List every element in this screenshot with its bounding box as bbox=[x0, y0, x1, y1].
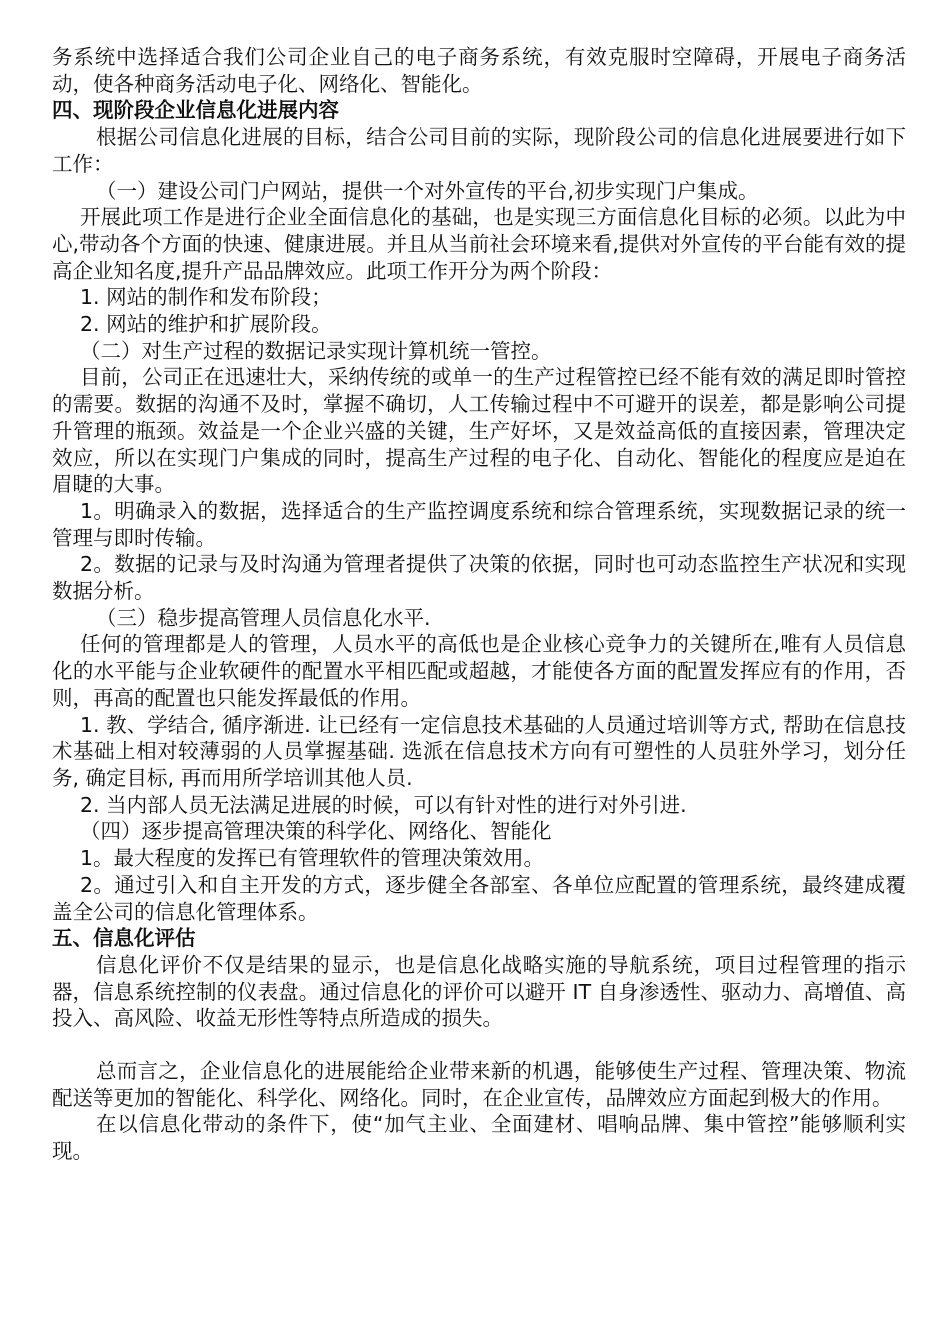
paragraph-intro: 根据公司信息化进展的目标，结合公司目前的实际，现阶段公司的信息化进展要进行如下工作： bbox=[52, 125, 906, 176]
paragraph-staff: 任何的管理都是人的管理，人员水平的高低也是企业核心竞争力的关键所在,唯有人员信息化的水平能与企业软硬件的配置水平相匹配或超越，才能使各方面的配置发挥应有的作用，否则，再高的配置也只能发挥最低的作用。 bbox=[52, 632, 906, 710]
paragraph-continuation: 务系统中选择适合我们公司企业自己的电子商务系统，有效克服时空障碍，开展电子商务活动，使各种商务活动电子化、网络化、智能化。 bbox=[52, 45, 906, 96]
paragraph-decision-1: 1。最大程度的发挥已有管理软件的管理决策效用。 bbox=[80, 846, 545, 871]
paragraph-evaluation: 信息化评价不仅是结果的显示，也是信息化战略实施的导航系统，项目过程管理的指示器，信息系统控制的仪表盘。通过信息化的评价可以避开 IT 自身渗透性、驱动力、高增值、高投入、高风险、收益无形性等特点所造成的损失。 bbox=[52, 952, 906, 1031]
paragraph-production: 目前，公司正在迅速壮大，采纳传统的或单一的生产过程管控已经不能有效的满足即时管控的需要。数据的沟通不及时，掌握不确切，人工传输过程中不可避开的误差，都是影响公司提升管理的瓶颈。效益是一个企业兴盛的关键，生产好坏，又是效益高低的直接因素，管理决定效应，所以在实现门户集成的同时，提高生产过程的电子化、自动化、智能化的程度应是迫在眉睫的大事。 bbox=[52, 365, 906, 497]
section-heading-4: 四、现阶段企业信息化进展内容 bbox=[52, 98, 339, 123]
paragraph-training: 1. 教、学结合, 循序渐进. 让已经有一定信息技术基础的人员通过培训等方式, 帮助在信息技术基础上相对较薄弱的人员掌握基础. 选派在信息技术方向有可塑性的人员驻外学习，划分任务, 确定目标, 再而用所学培训其他人员. bbox=[52, 712, 906, 790]
subheading-2: （二）对生产过程的数据记录实现计算机统一管控。 bbox=[80, 338, 552, 363]
subheading-1: （一）建设公司门户网站，提供一个对外宣传的平台,初步实现门户集成。 bbox=[96, 178, 759, 203]
subheading-4: （四）逐步提高管理决策的科学化、网络化、智能化 bbox=[80, 819, 552, 844]
paragraph-recruit: 2. 当内部人员无法满足进展的时候，可以有针对性的进行对外引进. bbox=[80, 792, 687, 817]
paragraph-summary: 总而言之，企业信息化的进展能给企业带来新的机遇，能够使生产过程、管理决策、物流配送等更加的智能化、科学化、网络化。同时，在企业宣传，品牌效应方面起到极大的作用。 bbox=[52, 1059, 906, 1110]
paragraph-portal: 开展此项工作是进行企业全面信息化的基础，也是实现三方面信息化目标的必须。以此为中心,带动各个方面的快速、健康进展。并且从当前社会环境来看,提供对外宣传的平台能有效的提高企业知名度,提升产品品牌效应。此项工作开分为两个阶段： bbox=[52, 205, 906, 283]
paragraph-closing: 在以信息化带动的条件下，使“加气主业、全面建材、唱响品牌、集中管控”能够顺利实现。 bbox=[52, 1112, 906, 1164]
subheading-3: （三）稳步提高管理人员信息化水平. bbox=[96, 605, 431, 630]
list-item-1: 1. 网站的制作和发布阶段； bbox=[80, 285, 332, 310]
paragraph-point-2: 2。数据的记录与及时沟通为管理者提供了决策的依据，同时也可动态监控生产状况和实现数据分析。 bbox=[52, 552, 906, 604]
blank-line bbox=[52, 1032, 906, 1058]
list-item-2: 2. 网站的维护和扩展阶段。 bbox=[80, 312, 332, 337]
paragraph-decision-2: 2。通过引入和自主开发的方式，逐步健全各部室、各单位应配置的管理系统，最终建成覆盖全公司的信息化管理体系。 bbox=[52, 872, 906, 924]
section-heading-5: 五、信息化评估 bbox=[52, 926, 196, 951]
paragraph-point-1: 1。明确录入的数据，选择适合的生产监控调度系统和综合管理系统，实现数据记录的统一管理与即时传输。 bbox=[52, 498, 906, 550]
